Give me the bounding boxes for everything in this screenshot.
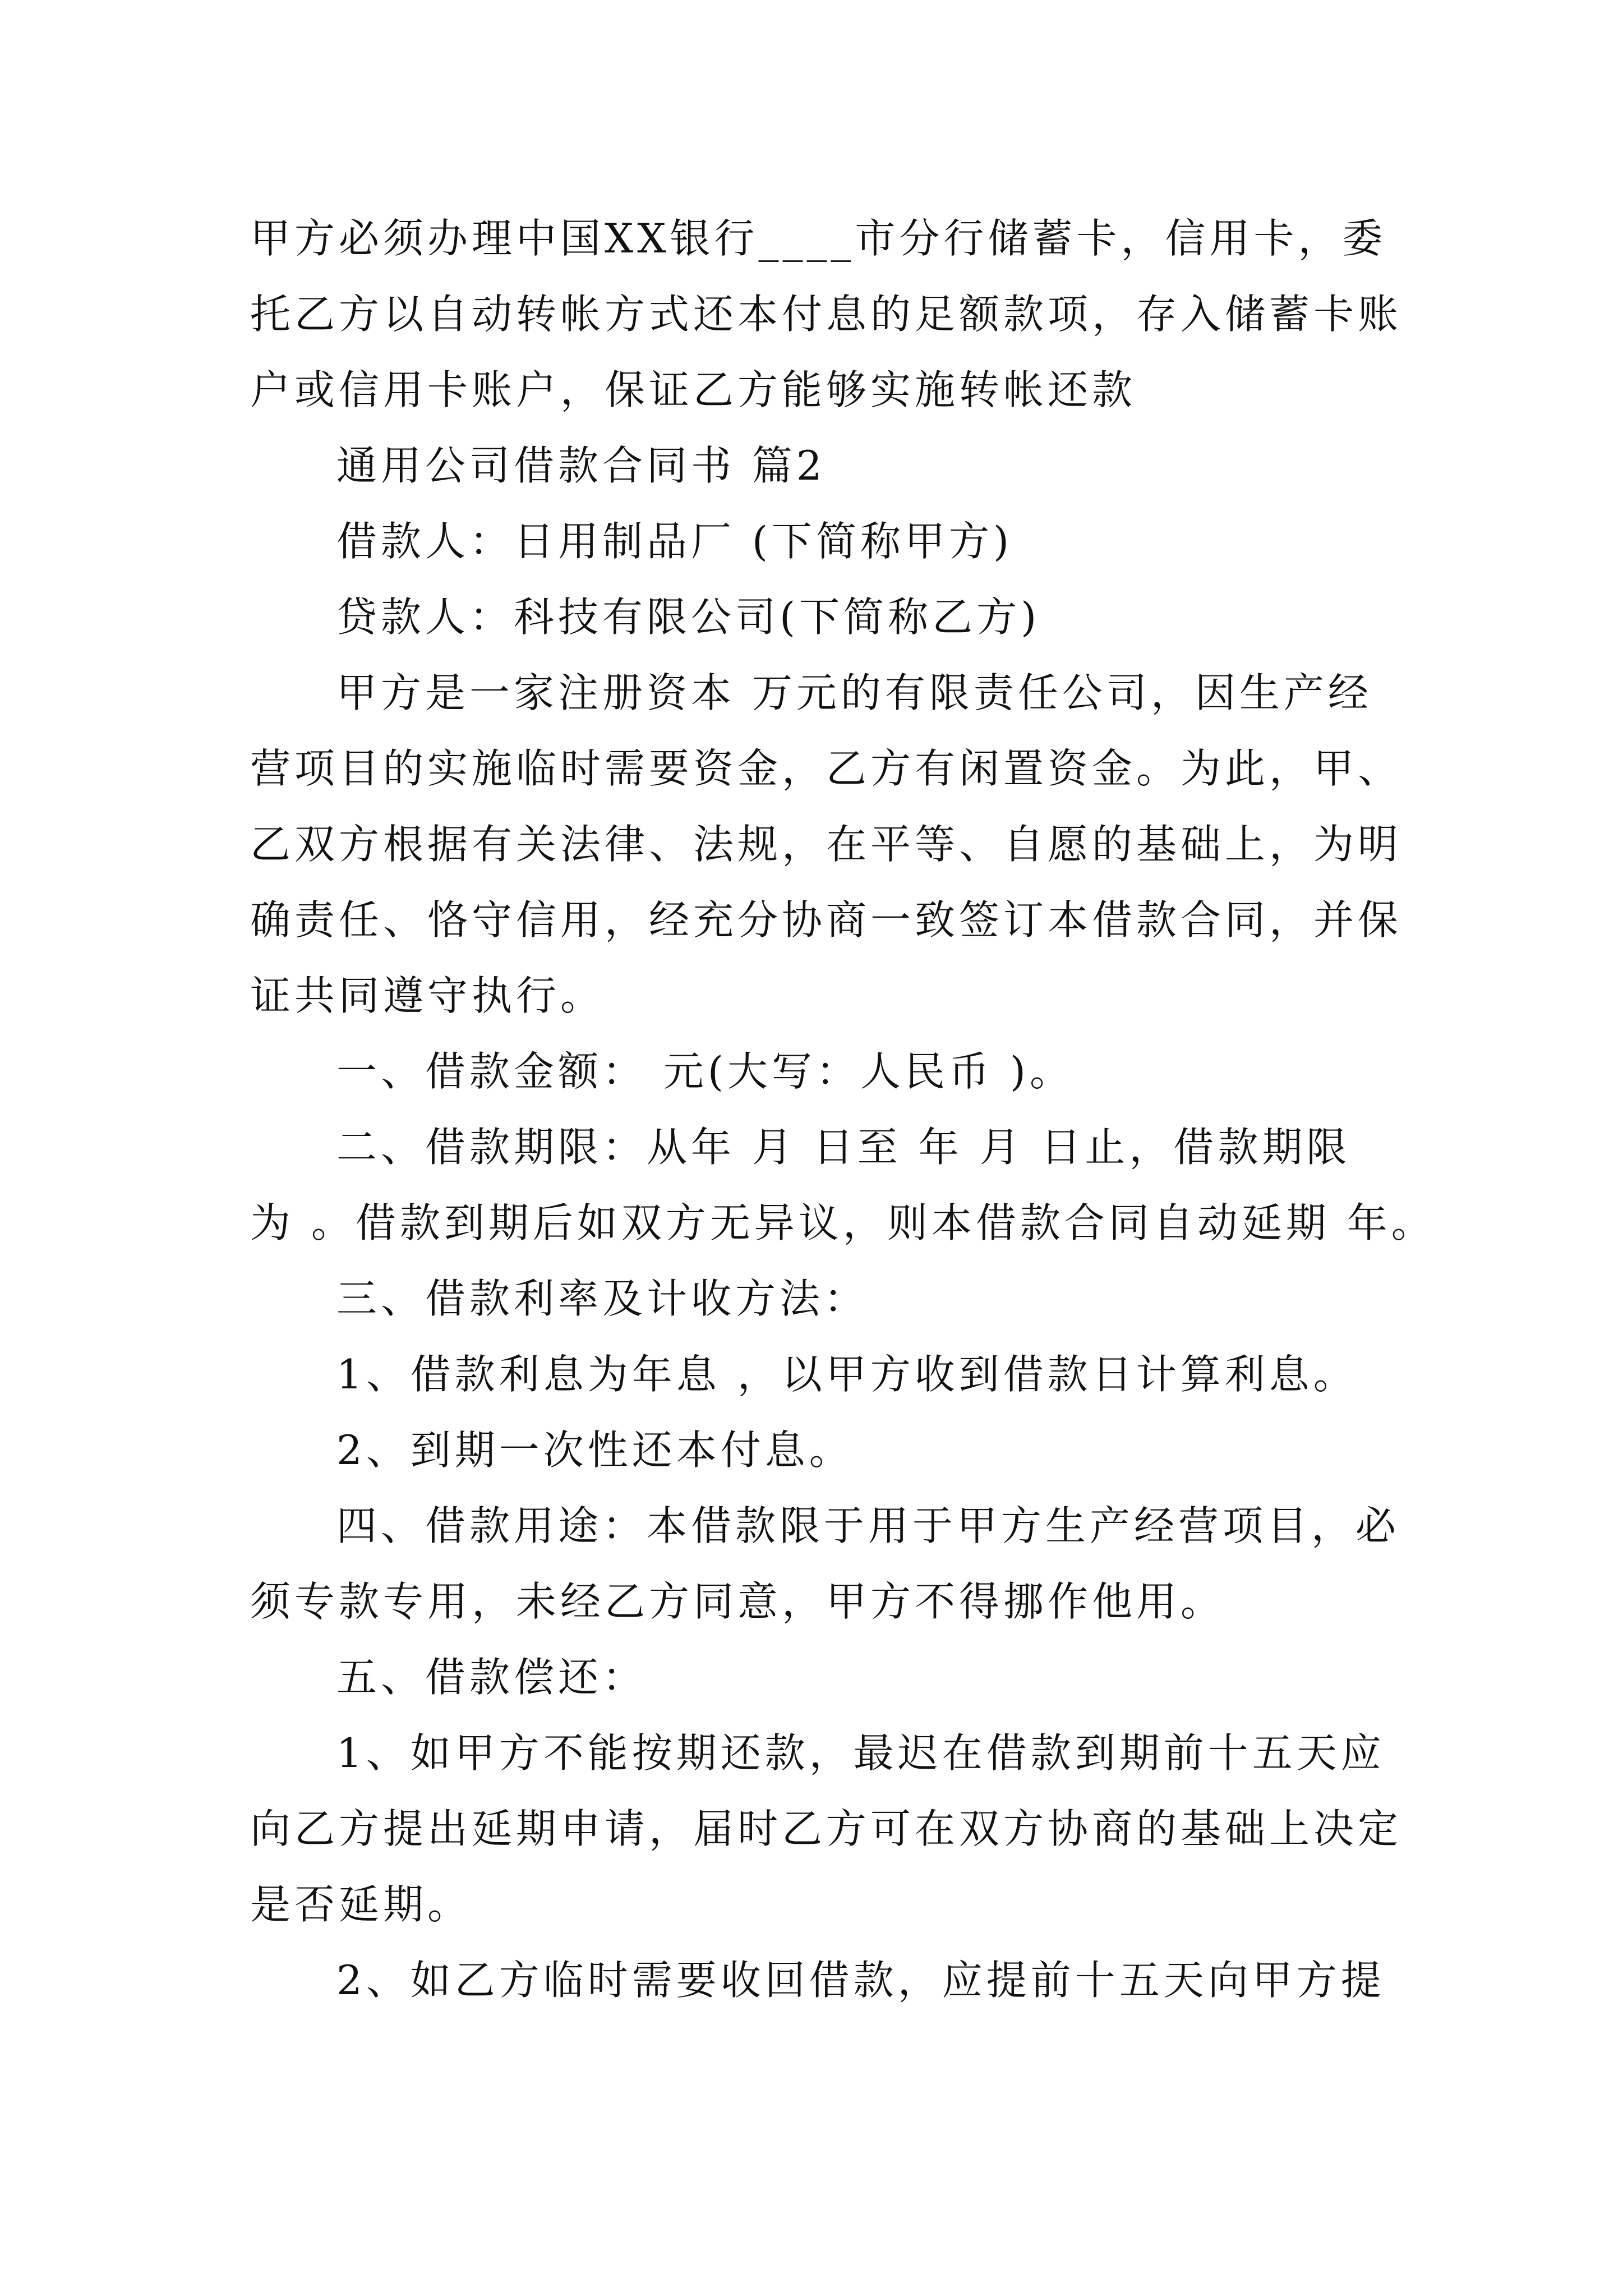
text-line: 贷款人：科技有限公司(下简称乙方) [336,593,1041,641]
text-line: 甲方是一家注册资本 万元的有限责任公司，因生产经 [336,669,1372,716]
text-line: 2、如乙方临时需要收回借款，应提前十五天向甲方提 [336,1957,1385,2004]
text-line: 确责任、恪守信用，经充分协商一致签订本借款合同，并保 [250,896,1403,944]
section-heading: 通用公司借款合同书 篇2 [336,442,826,489]
text-line: 证共同遵守执行。 [250,972,605,1019]
text-line: 乙双方根据有关法律、法规，在平等、自愿的基础上，为明 [250,821,1403,868]
text-line: 四、借款用途：本借款限于用于甲方生产经营项目，必 [336,1502,1400,1549]
text-line: 甲方必须办理中国XX银行____市分行储蓄卡，信用卡，委 [250,215,1387,262]
text-line: 是否延期。 [250,1881,472,1928]
text-line: 五、借款偿还： [336,1654,647,1701]
text-line: 2、到期一次性还本付息。 [336,1427,854,1474]
text-line: 营项目的实施临时需要资金，乙方有闲置资金。为此，甲、 [250,745,1403,792]
text-line: 1、借款利息为年息 ，以甲方收到借款日计算利息。 [336,1351,1358,1398]
text-line: 二、借款期限：从年 月 日至 年 月 日止，借款期限 [336,1124,1351,1171]
text-line: 须专款专用，未经乙方同意，甲方不得挪作他用。 [250,1578,1225,1625]
text-line: 三、借款利率及计收方法： [336,1275,869,1322]
text-line: 向乙方提出延期申请，届时乙方可在双方协商的基础上决定 [250,1805,1403,1852]
text-line: 托乙方以自动转帐方式还本付息的足额款项，存入储蓄卡账 [250,291,1403,338]
text-line: 户或信用卡账户，保证乙方能够实施转帐还款 [250,366,1137,413]
text-line: 1、如甲方不能按期还款，最迟在借款到期前十五天应 [336,1729,1385,1777]
text-line: 一、借款金额： 元(大写：人民币 )。 [336,1048,1074,1095]
text-line: 借款人：日用制品厂 (下简称甲方) [336,518,1013,565]
text-line: 为 。借款到期后如双方无异议，则本借款合同自动延期 年。 [250,1199,1436,1246]
